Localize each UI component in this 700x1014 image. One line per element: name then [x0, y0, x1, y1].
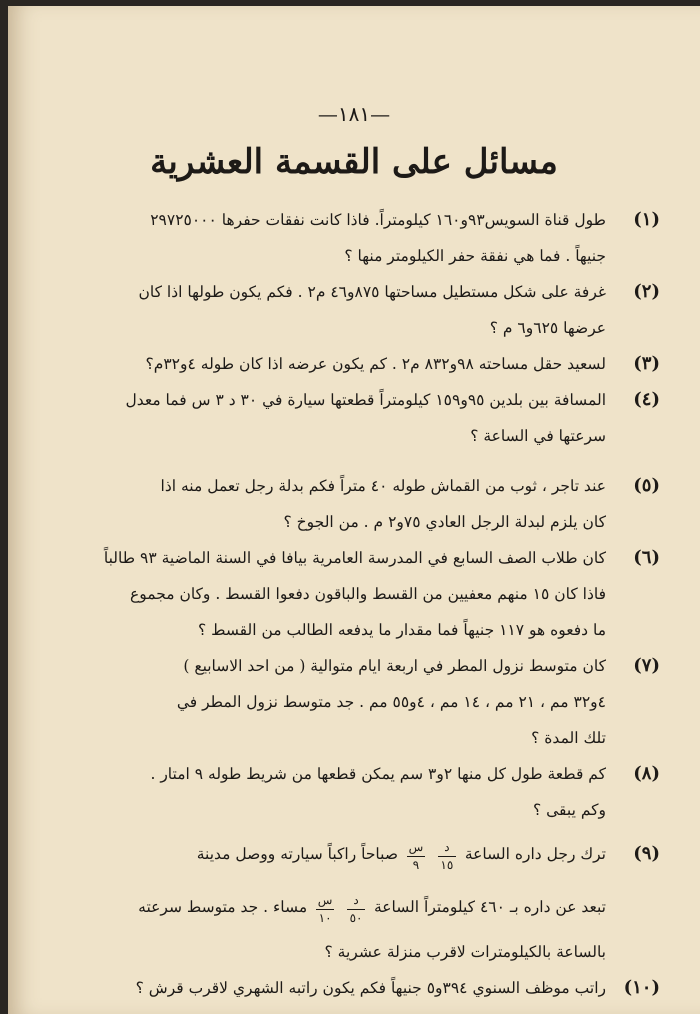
- problem-7: [148, 648, 660, 756]
- time-value: [312, 882, 369, 934]
- hours-label: س: [317, 892, 333, 907]
- problem-text-line: كان يلزم لبدلة الرجل العادي ٧٥و٢ م . من الجوخ ؟: [283, 513, 606, 531]
- fraction-bar: [316, 909, 334, 910]
- problem-number: (٣): [633, 353, 660, 374]
- spacer: [148, 454, 660, 468]
- minutes-value: ٥٠: [349, 910, 363, 925]
- problem-text-line: ما دفعوه هو ١١٧ جنيهاً فما مقدار ما يدفعه الطالب من القسط ؟: [197, 621, 606, 639]
- problem-3: [145, 346, 660, 382]
- problem-text-line: [148, 828, 606, 881]
- problem-text-line: وكم يبقى ؟: [532, 801, 606, 819]
- problem-text-line: بالساعة بالكيلومترات لاقرب منزلة عشرية ؟: [324, 943, 606, 961]
- problem-text-line: جنيهاً . فما هي نفقة حفر الكيلومتر منها ؟: [344, 247, 606, 265]
- problem-number: (٢): [633, 281, 660, 302]
- problem-text: تبعد عن داره بـ ٤٦٠ كيلومتراً الساعة: [373, 898, 606, 916]
- problem-1: [148, 202, 660, 274]
- fraction-bar: [407, 856, 425, 857]
- problem-number: (٥): [633, 475, 660, 496]
- problem-8: [148, 756, 660, 828]
- problem-text: مساء . جد متوسط سرعته: [138, 898, 308, 916]
- hours-value: ٩: [412, 857, 420, 872]
- time-minutes: [347, 894, 365, 925]
- problem-text-line: كان متوسط نزول المطر في اربعة ايام متوالية ( من احد الاسابيع ): [183, 657, 606, 675]
- problem-4: [125, 382, 660, 454]
- fraction-bar: [438, 856, 456, 857]
- problem-10: [135, 970, 660, 1006]
- problem-number: (٤): [633, 389, 660, 410]
- problem-text-line: فاذا كان ١٥ منهم معفيين من القسط والباقون دفعوا القسط . وكان مجموع: [130, 585, 606, 603]
- page-number: —١٨١—: [317, 102, 391, 126]
- problem-text: صباحاً راكباً سيارته ووصل مدينة: [196, 845, 398, 863]
- problem-text-line: طول قناة السويس٩٣و١٦٠ كيلومتراً. فاذا كانت نفقات حفرها ٢٩٧٢٥٠٠٠: [150, 211, 606, 229]
- fraction-bar: [347, 909, 365, 910]
- book-page: [8, 6, 700, 1014]
- problem-number: (٨): [633, 763, 660, 784]
- problem-number: (١٠): [623, 977, 660, 998]
- problem-5: [148, 468, 660, 540]
- problem-text-line: [138, 881, 606, 934]
- time-minutes: [438, 841, 456, 872]
- problem-9: [138, 828, 660, 970]
- time-value: [403, 829, 460, 881]
- problem-number: (٩): [633, 843, 660, 864]
- problem-text-line: كان طلاب الصف السابع في المدرسة العامرية بيافا في السنة الماضية ٩٣ طالباً: [103, 549, 606, 567]
- problem-text-line: عرضها ٦٢٥و٦ م ؟: [489, 319, 606, 337]
- problem-list: [103, 202, 660, 1006]
- problem-text-line: ٤و٣٢ مم ، ٢١ مم ، ١٤ مم ، ٤و٥٥ مم . جد متوسط نزول المطر في: [176, 693, 606, 711]
- minutes-value: ١٥: [440, 857, 454, 872]
- problem-number: (١): [633, 209, 660, 230]
- problem-text-line: كم قطعة طول كل منها ٢و٣ سم يمكن قطعها من شريط طوله ٩ امتار .: [150, 765, 606, 783]
- problem-text-line: سرعتها في الساعة ؟: [470, 427, 606, 445]
- minutes-label: د: [444, 839, 450, 854]
- problem-number: (٦): [633, 547, 660, 568]
- hours-label: س: [408, 839, 424, 854]
- problem-text-line: لسعيد حقل مساحته ٩٨و٨٣٢ م٢ . كم يكون عرضه اذا كان طوله ٤و٣٢م؟: [145, 355, 606, 373]
- problem-text-line: تلك المدة ؟: [531, 729, 606, 747]
- problem-number: (٧): [633, 655, 660, 676]
- hours-value: ١٠: [318, 910, 332, 925]
- page-title: مسائل على القسمة العشرية: [150, 142, 558, 182]
- problem-text-line: غرفة على شكل مستطيل مساحتها ٨٧٥و٤٦ م٢ . فكم يكون طولها اذا كان: [138, 283, 606, 301]
- problem-text-line: راتب موظف السنوي ٣٩٤و٥ جنيهاً فكم يكون راتبه الشهري لاقرب قرش ؟: [135, 979, 606, 997]
- problem-text-line: عند تاجر ، ثوب من القماش طوله ٤٠ متراً فكم بدلة رجل تعمل منه اذا: [160, 477, 606, 495]
- problem-text: ترك رجل داره الساعة: [464, 845, 606, 863]
- time-hours: [407, 841, 425, 872]
- minutes-label: د: [353, 892, 359, 907]
- time-hours: [316, 894, 334, 925]
- problem-2: [138, 274, 660, 346]
- problem-text-line: المسافة بين بلدين ٩٥و١٥٩ كيلومتراً قطعتها سيارة في ٣٠ د ٣ س فما معدل: [125, 391, 606, 409]
- problem-6: [103, 540, 660, 648]
